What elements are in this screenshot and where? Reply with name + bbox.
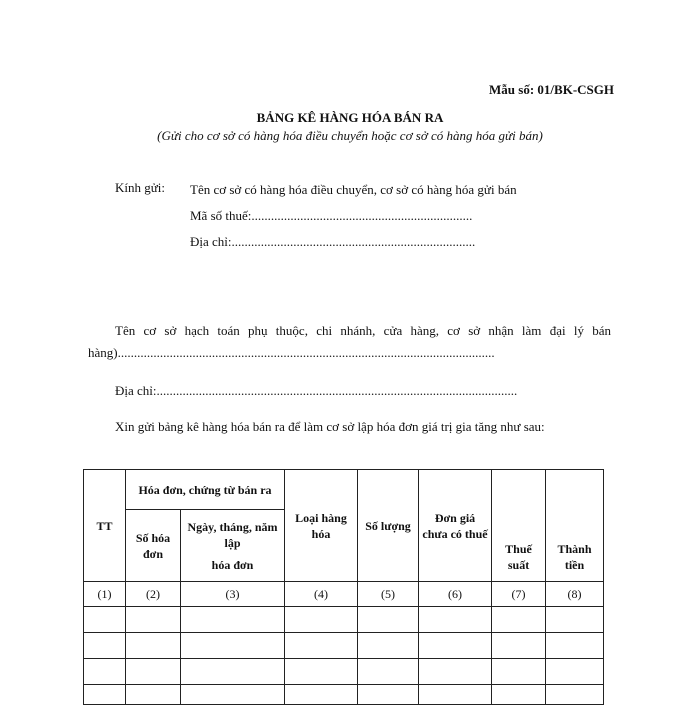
header-invoice-date-line1: Ngày, tháng, năm lập: [187, 519, 278, 550]
table-cell: [126, 685, 181, 705]
table-cell: [358, 659, 419, 685]
table-cell: [84, 659, 126, 685]
table-cell: [419, 659, 492, 685]
recipient-label: Kính gửi:: [115, 180, 166, 195]
table-cell: [546, 607, 604, 633]
column-number: (2): [126, 582, 181, 607]
table-cell: [546, 633, 604, 659]
column-number: (8): [546, 582, 604, 607]
table-cell: [84, 633, 126, 659]
table-row: [84, 607, 604, 633]
header-amount: Thành tiền: [546, 470, 604, 582]
table-cell: [358, 685, 419, 705]
table-cell: [285, 633, 358, 659]
table-cell: [126, 607, 181, 633]
column-number: (4): [285, 582, 358, 607]
form-code: Mẫu số: 01/BK-CSGH: [489, 82, 614, 97]
table-cell: [84, 685, 126, 705]
table-cell: [181, 685, 285, 705]
header-invoice-group: Hóa đơn, chứng từ bán ra: [126, 470, 285, 510]
table-cell: [285, 659, 358, 685]
table-cell: [546, 659, 604, 685]
intro-text: Xin gửi bảng kê hàng hóa bán ra để làm cơ sở lập hóa đơn giá trị gia tăng như sau:: [115, 419, 545, 434]
column-number: (1): [84, 582, 126, 607]
table-row: [84, 685, 604, 705]
header-invoice-no: Số hóa đơn: [126, 510, 181, 582]
goods-table: [83, 469, 604, 705]
table-cell: [419, 607, 492, 633]
table-cell: [358, 607, 419, 633]
header-quantity: Số lượng: [358, 470, 419, 582]
header-tt: TT: [84, 470, 126, 582]
column-number: (6): [419, 582, 492, 607]
header-goods-type: Loại hàng hóa: [285, 470, 358, 582]
column-number: (7): [492, 582, 546, 607]
table-cell: [419, 685, 492, 705]
table-cell: [546, 685, 604, 705]
table-row: [84, 659, 604, 685]
table-row: [84, 633, 604, 659]
table-cell: [181, 607, 285, 633]
recipient-tax-code-line: Mã số thuế:....................................................................: [190, 208, 473, 223]
table-cell: [492, 633, 546, 659]
header-invoice-date: [181, 510, 285, 582]
column-number: (5): [358, 582, 419, 607]
column-number-row: [84, 582, 604, 607]
table-cell: [181, 633, 285, 659]
column-number: (3): [181, 582, 285, 607]
branch-address-line: Địa chỉ:...............................................................................................................: [115, 383, 518, 398]
table-cell: [126, 633, 181, 659]
table-cell: [419, 633, 492, 659]
recipient-address-line: Địa chỉ:...........................................................................: [190, 234, 476, 249]
table-cell: [285, 685, 358, 705]
document-subtitle: (Gửi cho cơ sở có hàng hóa điều chuyển hoặc cơ sở có hàng hóa gửi bán): [157, 128, 543, 143]
header-unit-price: Đơn giá chưa có thuế: [419, 470, 492, 582]
branch-paragraph: Tên cơ sở hạch toán phụ thuộc, chi nhánh, cửa hàng, cơ sở nhận làm đại lý bán hàng)....................................................................................................................: [88, 323, 611, 360]
table-cell: [181, 659, 285, 685]
header-tax-rate: Thuế suất: [492, 470, 546, 582]
table-cell: [285, 607, 358, 633]
table-cell: [492, 659, 546, 685]
table-cell: [492, 685, 546, 705]
header-invoice-date-line2: hóa đơn: [211, 557, 254, 572]
table-cell: [126, 659, 181, 685]
table-cell: [84, 607, 126, 633]
document-title: BẢNG KÊ HÀNG HÓA BÁN RA: [256, 110, 444, 125]
table-cell: [358, 633, 419, 659]
recipient-name-line: Tên cơ sở có hàng hóa điều chuyển, cơ sở có hàng hóa gửi bán: [190, 182, 517, 197]
table-cell: [492, 607, 546, 633]
